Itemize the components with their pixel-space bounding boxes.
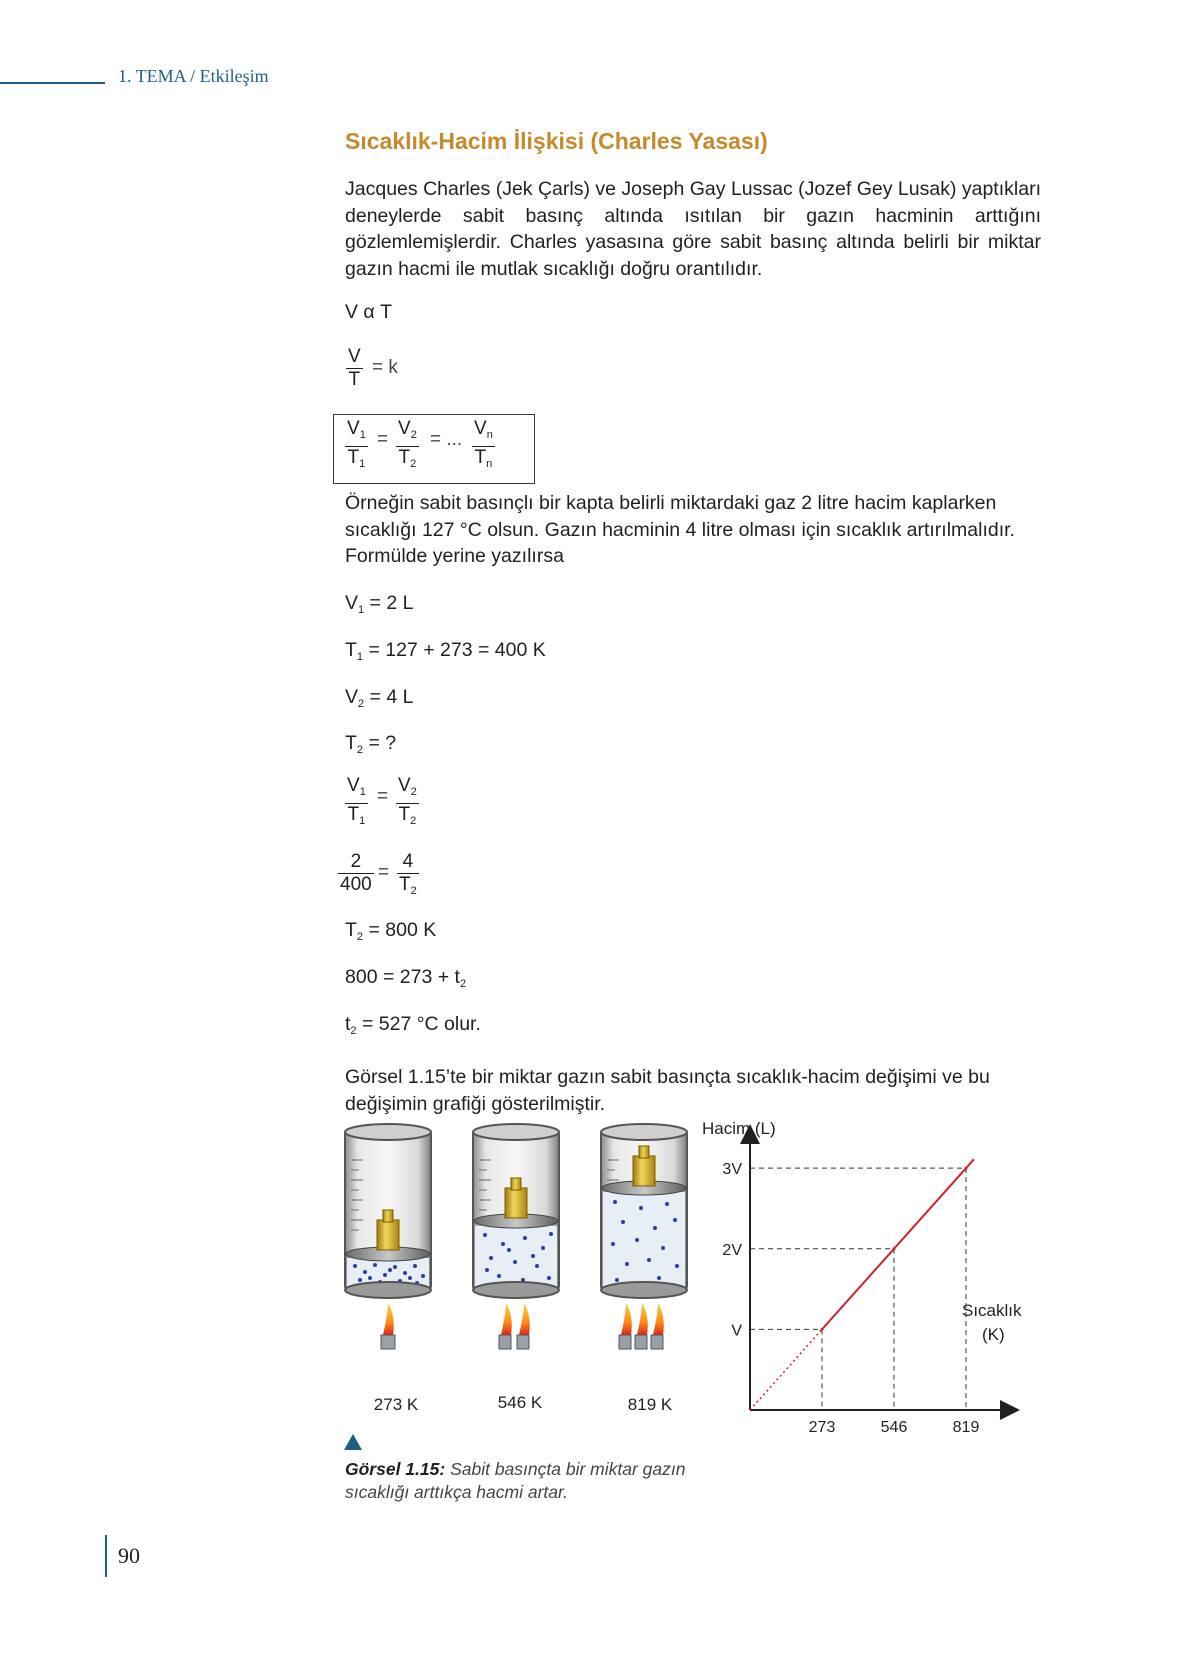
equals-sign: = (377, 429, 389, 450)
breadcrumb: 1. TEMA / Etkileşim (118, 66, 269, 86)
fraction-denominator: $T_2$ (398, 804, 417, 828)
fraction-denominator: $T_n$ (474, 447, 493, 471)
given-t1: $T_1 = 127 + 273 = 400$ K (345, 639, 546, 663)
fraction-numerator: 4 (402, 851, 414, 872)
cylinder-3 (601, 1124, 687, 1349)
cylinder-3-temp-label: 819 K (627, 1395, 673, 1414)
y-tick-label: 3V (722, 1161, 742, 1179)
solution-fraction-right (396, 775, 419, 832)
fraction-numerator: $V_2$ (398, 775, 417, 798)
cylinder-1-temp-label: 273 K (373, 1395, 419, 1414)
x-axis-label-line-2: (K) (982, 1325, 1005, 1344)
numeric-fraction-left (338, 851, 374, 896)
figure-intro-paragraph: Görsel 1.15’te bir miktar gazın sabit basınçta sıcaklık-hacim değişimi ve bu değişimin grafiği gösterilmiştir. (345, 1066, 990, 1115)
caption-marker-icon (344, 1434, 362, 1450)
fraction-denominator: 400 (340, 874, 372, 896)
equals-sign: = (377, 786, 389, 807)
fraction-denominator: T (348, 369, 361, 391)
gas-cylinders-illustration (340, 1120, 690, 1410)
fraction-v1-t1 (345, 418, 368, 475)
y-axis-label: Hacim (L) (702, 1119, 776, 1138)
fraction-v-over-t (346, 346, 363, 391)
result-t2: $T_2 = 800$ K (345, 919, 437, 943)
cylinder-2-temp-label: 546 K (497, 1393, 543, 1412)
cylinder-1 (345, 1124, 431, 1349)
proportion-line: V α T (345, 301, 393, 323)
given-t2: $T_2$ = ? (345, 732, 397, 756)
example-paragraph: Örneğin sabit basınçlı bir kapta belirli miktardaki gaz 2 litre hacim kaplarken sıcaklığı 127 °C olsun. Gazın hacminin 4 litre olması için sıcaklık artırılmalıdır. Formülde yerine yazılırsa (345, 492, 1015, 567)
intro-paragraph: Jacques Charles (Jek Çarls) ve Joseph Gay Lussac (Jozef Gey Lusak) yaptıkları deneylerde sabit basınç altında ısıtılan bir gazın hacminin arttığını gözlemlemişlerdir. Charles yasasına göre sabit basınç altında belirli bir miktar gazın hacmi ile mutlak sıcaklığı doğru orantılıdır. (345, 178, 1041, 280)
equals-dots: = ... (430, 429, 463, 450)
page-number-rule (105, 1535, 107, 1577)
axis-ticks (722, 1161, 979, 1436)
y-tick-label: V (731, 1322, 742, 1340)
x-tick-label: 273 (808, 1419, 836, 1436)
page-number: 90 (118, 1543, 140, 1568)
chart-series (750, 1159, 974, 1410)
x-tick-label: 819 (952, 1419, 980, 1436)
cylinder-2 (473, 1124, 559, 1349)
extrapolated-line (750, 1329, 822, 1410)
fraction-denominator: $T_2$ (398, 447, 417, 471)
fraction-numerator: V (348, 346, 361, 367)
fraction-vn-tn (472, 418, 495, 475)
volume-temperature-graph (702, 1119, 1030, 1440)
fraction-denominator: $T_1$ (347, 447, 366, 471)
equals-k: = k (372, 357, 398, 378)
fraction-numerator: 2 (350, 851, 362, 872)
x-axis-label (962, 1301, 1022, 1344)
solution-fraction-left (345, 775, 368, 832)
result-celsius-equation: $800 = 273 + t_2$ (345, 966, 467, 990)
y-tick-label: 2V (722, 1241, 742, 1259)
header-rule (0, 82, 105, 84)
x-tick-label: 546 (880, 1419, 908, 1436)
fraction-denominator: $T_1$ (347, 804, 366, 828)
fraction-v2-t2 (396, 418, 419, 475)
fraction-numerator: $V_1$ (347, 775, 366, 798)
numeric-fraction-right (397, 851, 419, 902)
x-axis-label-line-1: Sıcaklık (962, 1301, 1022, 1320)
fraction-numerator: $V_2$ (398, 418, 417, 441)
series-line (822, 1159, 974, 1329)
result-t2-celsius: $t_2 = 527$ °C olur. (345, 1013, 481, 1037)
fraction-numerator: $V_1$ (347, 418, 366, 441)
figure-caption: Görsel 1.15: Sabit basınçta bir miktar gazın sıcaklığı arttıkça hacmi artar. (345, 1459, 686, 1502)
fraction-numerator: $V_n$ (474, 418, 493, 441)
section-heading: Sıcaklık-Hacim İlişkisi (Charles Yasası) (345, 128, 768, 154)
equals-sign: = (378, 862, 390, 883)
given-v1: $V_1 = 2$ L (345, 592, 414, 616)
given-v2: $V_2 = 4$ L (345, 686, 414, 710)
fraction-denominator: $T_2$ (399, 874, 417, 898)
